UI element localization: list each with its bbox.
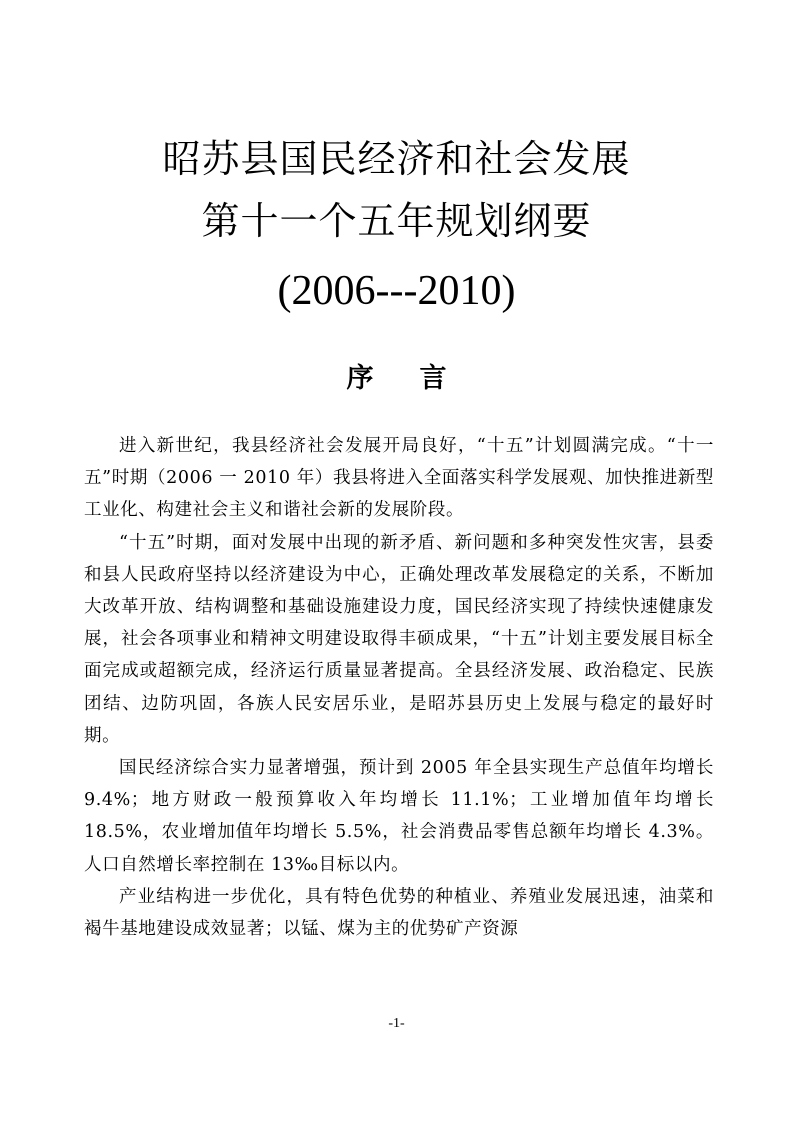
paragraph: 产业结构进一步优化，具有特色优势的种植业、养殖业发展迅速，油菜和褐牛基地建设成效显著；以锰、煤为主的优势矿产资源 bbox=[84, 886, 714, 940]
title-years: (2006---2010) bbox=[277, 268, 516, 314]
title-line-2: 第十一个五年规划纲要 bbox=[201, 199, 592, 243]
section-heading-char-1: 序 bbox=[346, 363, 374, 394]
paragraph: 进入新世纪，我县经济社会发展开局良好，“十五”计划圆满完成。“十一五”时期（2006 一 2010 年）我县将进入全面落实科学发展观、加快推进新型工业化、构建社会主义和谐社会新的发展阶段。 bbox=[84, 436, 714, 521]
document-body bbox=[84, 430, 714, 945]
page-number: -1- bbox=[388, 1016, 405, 1031]
section-heading-char-2: 言 bbox=[419, 363, 447, 394]
title-line-1: 昭苏县国民经济和社会发展 bbox=[162, 137, 631, 181]
paragraph: 国民经济综合实力显著增强，预计到 2005 年全县实现生产总值年均增长 9.4%；地方财政一般预算收入年均增长 11.1%；工业增加值年均增长 18.5%，农业增加值年均增长 5.5%，社会消费品零售总额年均增长 4.3%。人口自然增长率控制在 13‰目标以内。 bbox=[84, 758, 714, 875]
section-heading-preface bbox=[0, 356, 793, 395]
document-title bbox=[0, 128, 793, 322]
paragraph: “十五”时期，面对发展中出现的新矛盾、新问题和多种突发性灾害，县委和县人民政府坚持以经济建设为中心，正确处理改革发展稳定的关系，不断加大改革开放、结构调整和基础设施建设力度，国民经济实现了持续快速健康发展，社会各项事业和精神文明建设取得丰硕成果，“十五”计划主要发展目标全面完成或超额完成，经济运行质量显著提高。全县经济发展、政治稳定、民族团结、边防巩固，各族人民安居乐业，是昭苏县历史上发展与稳定的最好时期。 bbox=[84, 532, 714, 746]
